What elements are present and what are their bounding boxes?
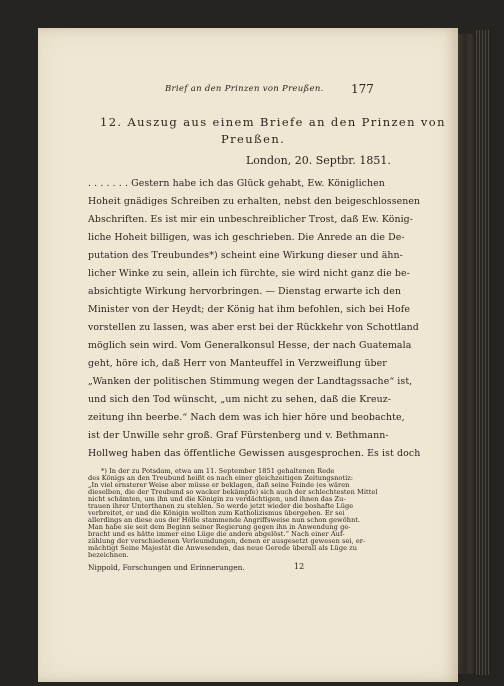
body-line: Hollweg haben das öffentliche Gewissen ausgesprochen. Es ist doch (88, 448, 421, 459)
running-header: Brief an den Prinzen von Preußen. (165, 84, 324, 94)
body-line: möglich sein wird. Vom Generalkonsul Hesse, der nach Guatemala (88, 340, 412, 351)
page-number: 177 (351, 82, 374, 96)
footnote-line: „In viel ernsterer Weise aber müsse er beklagen, daß seine Feinde (es wären (88, 481, 350, 489)
body-line: vorstellen zu lassen, was aber erst bei der Rückkehr von Schottland (88, 322, 419, 333)
sheet-number: 12 (294, 562, 305, 571)
letter-dateline: London, 20. Septbr. 1851. (246, 154, 391, 167)
section-title-line-2: Preußen. (221, 132, 286, 146)
body-line: putation des Treubundes*) scheint eine Wirkung dieser und ähn- (88, 250, 403, 261)
body-line: „Wanken der politischen Stimmung wegen der Landtagssache“ ist, (88, 376, 413, 387)
footnote-line: bracht und es hätte immer eine Lüge die andere abgelöst.“ Nach einer Auf- (88, 530, 345, 538)
page-stack-edge (476, 30, 490, 675)
footnote-line: dieselben, die der Treubund so wacker bekämpfe) sich auch der schlechtesten Mittel (88, 488, 378, 496)
footnote-line: bezeichnen. (88, 551, 129, 559)
body-line: Minister von der Heydt; der König hat ihm befohlen, sich bei Hofe (88, 304, 411, 315)
body-line: geht, höre ich, daß Herr von Manteuffel in Verzweiflung über (88, 358, 387, 369)
footnote-line: des Königs an den Treubund heißt es nach einer gleichzeitigen Zeitungsnotiz: (88, 474, 354, 482)
footnote-line: Man habe sie seit dem Beginn seiner Regierung gegen ihn in Anwendung ge- (88, 523, 351, 531)
footnote-line: mächtigt Seine Majestät die Anwesenden, das neue Gerede überall als Lüge zu (88, 544, 358, 552)
body-line: licher Winke zu sein, allein ich fürchte, sie wird nicht ganz die be- (88, 268, 410, 279)
body-line: Abschriften. Es ist mir ein unbeschreiblicher Trost, daß Ew. König- (88, 214, 414, 225)
footnote-line: zählung der verschiedenen Verleumdungen, denen er ausgesetzt gewesen sei, er- (88, 537, 366, 545)
body-line: ist der Unwille sehr groß. Graf Fürstenberg und v. Bethmann- (88, 430, 389, 441)
body-line: liche Hoheit billigen, was ich geschrieben. Die Anrede an die De- (88, 232, 405, 243)
footnote-line: *) In der zu Potsdam, etwa am 11. September 1851 gehaltenen Rede (101, 467, 335, 475)
page-edge-shadow (458, 34, 476, 674)
footnote-line: trauen ihrer Unterthanen zu stehlen. So werde jetzt wieder die boshafte Lüge (88, 502, 354, 510)
body-line: absichtigte Wirkung hervorbringen. — Dienstag erwarte ich den (88, 286, 401, 297)
footnote-line: nicht schämten, um ihn und die Königin zu verdächtigen, und ihnen das Zu- (88, 495, 346, 503)
section-title-line-1: 12. Auszug aus einem Briefe an den Prinzen von (100, 115, 446, 129)
body-line: zeitung ihn beerbe.“ Nach dem was ich hier höre und beobachte, (88, 412, 405, 423)
signature-line: Nippold, Forschungen und Erinnerungen. (88, 563, 245, 572)
body-line: Hoheit gnädiges Schreiben zu erhalten, nebst den beigeschlossenen (88, 196, 421, 207)
body-line: und sich den Tod wünscht, „um nicht zu sehen, daß die Kreuz- (88, 394, 392, 405)
footnote-line: verbreitet, er und die Königin wollten zum Katholizismus übergehen. Er sei (88, 509, 345, 517)
footnote-line: allerdings an diese aus der Hölle stammende Angriffsweise nun schon gewöhnt. (88, 516, 361, 524)
body-line: . . . . . . . Gestern habe ich das Glück gehabt, Ew. Königlichen (88, 178, 385, 189)
